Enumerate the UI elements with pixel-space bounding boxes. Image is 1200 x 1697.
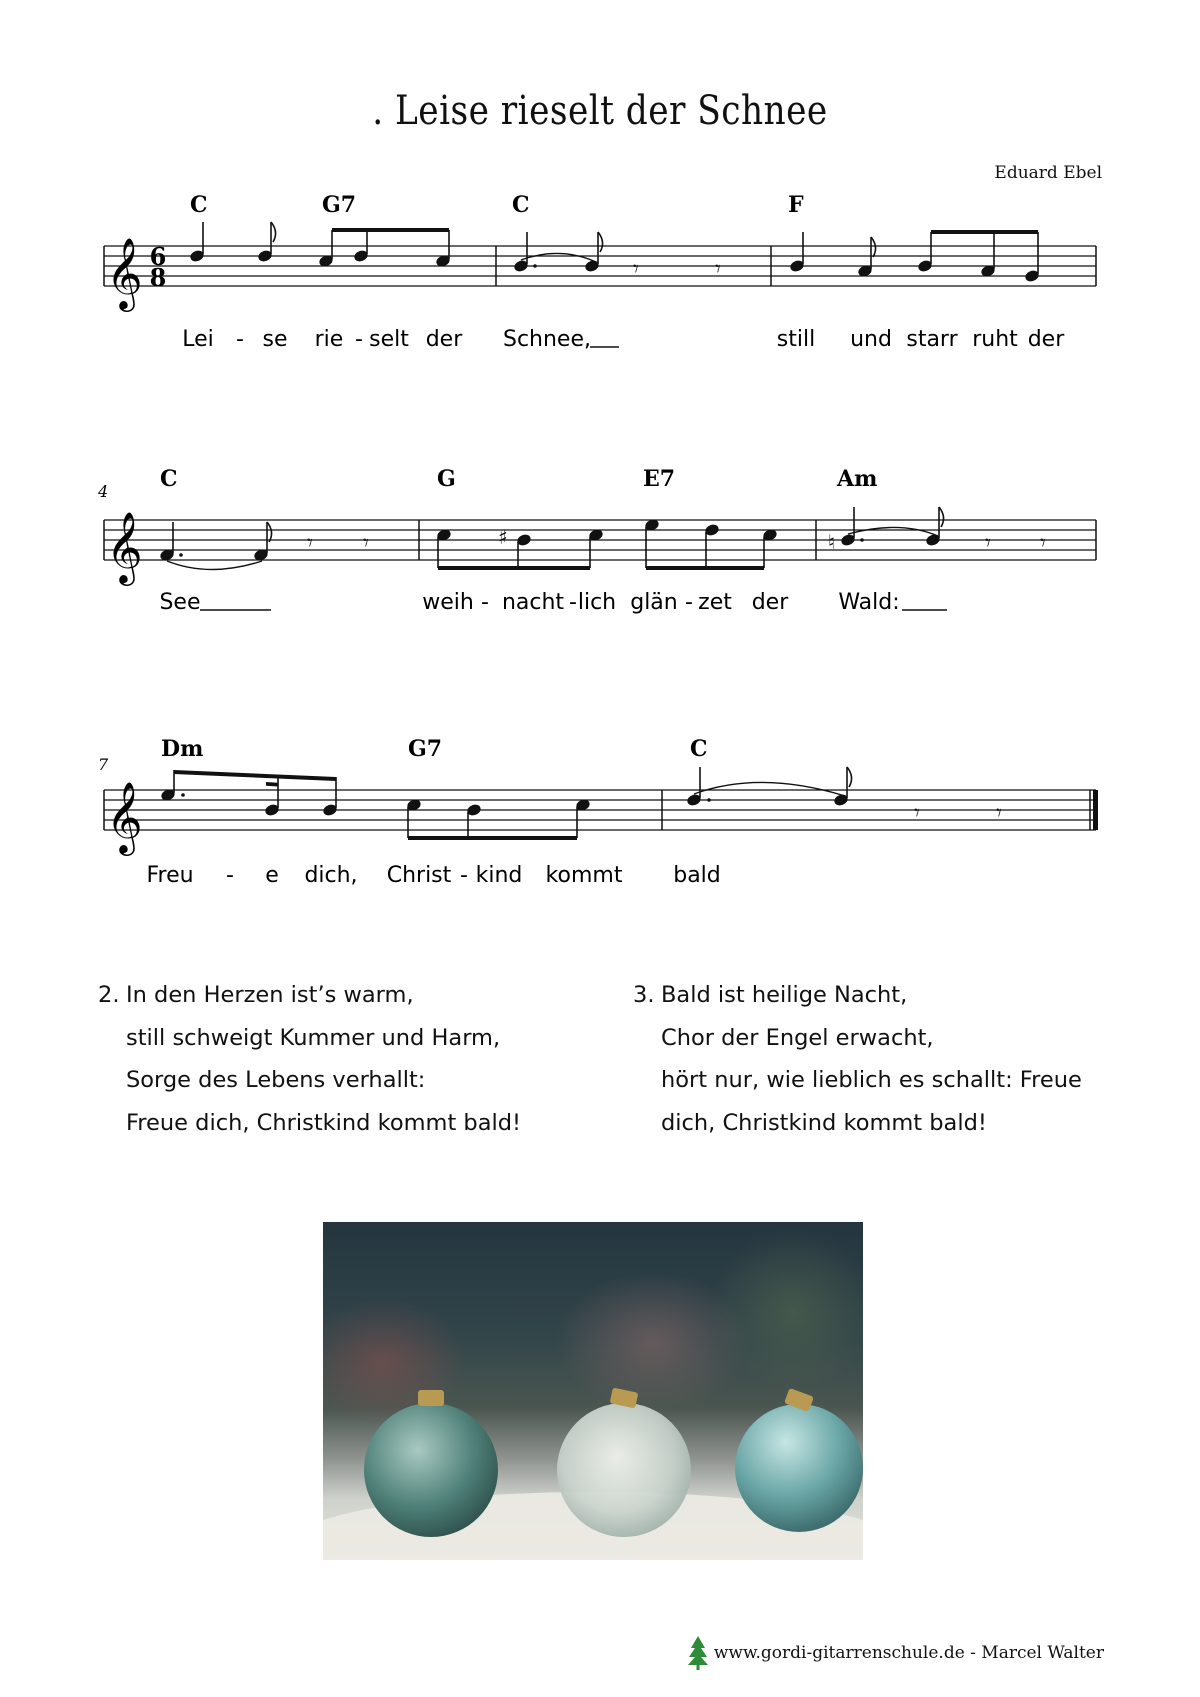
- chord-symbol: G: [437, 466, 456, 492]
- verse-3: [633, 974, 1133, 1154]
- svg-text:♯: ♯: [498, 525, 508, 549]
- svg-text:𝄾: 𝄾: [715, 257, 721, 282]
- verse-line: Freue dich, Christkind kommt bald!: [126, 1109, 522, 1136]
- chord-symbol: C: [160, 466, 178, 492]
- svg-text:-: -: [685, 590, 693, 615]
- svg-text:Wald:: Wald:: [838, 590, 900, 615]
- christmas-baubles-image: [323, 1222, 863, 1560]
- svg-text:zet: zet: [698, 590, 732, 615]
- footer: [688, 1636, 1104, 1670]
- svg-text:6: 6: [149, 242, 167, 271]
- chord-symbol: Am: [837, 466, 878, 492]
- staff-system-1: [0, 190, 1200, 360]
- verse-line: dich, Christkind kommt bald!: [661, 1109, 987, 1136]
- staff-lines: [104, 520, 1096, 560]
- svg-text:selt: selt: [369, 327, 409, 352]
- svg-text:-: -: [481, 590, 489, 615]
- time-signature: [150, 242, 167, 292]
- verse-number: 2.: [98, 982, 120, 1008]
- verse-line: In den Herzen ist’s warm,: [126, 982, 414, 1008]
- chord-symbol: C: [190, 192, 208, 218]
- svg-text:glän: glän: [630, 590, 678, 615]
- svg-text:♮: ♮: [828, 530, 836, 554]
- svg-text:nacht: nacht: [501, 590, 565, 615]
- verse-number: 3.: [633, 982, 655, 1008]
- svg-text:-: -: [236, 327, 244, 352]
- svg-text:𝄾: 𝄾: [985, 531, 991, 556]
- verse-line: Bald ist heilige Nacht,: [661, 982, 908, 1008]
- notes: [190, 222, 1039, 282]
- measure-number: 4: [98, 482, 109, 501]
- svg-text:8: 8: [149, 263, 167, 292]
- svg-text:𝄾: 𝄾: [1040, 531, 1046, 556]
- svg-text:ruht: ruht: [972, 327, 1018, 352]
- treble-clef-icon: 𝄞: [106, 236, 143, 309]
- svg-text:starr: starr: [906, 327, 958, 352]
- svg-text:𝄾: 𝄾: [633, 257, 639, 282]
- composer: Eduard Ebel: [994, 163, 1102, 183]
- svg-text:se: se: [262, 327, 288, 352]
- tree-icon: [688, 1636, 708, 1670]
- verse-line: Sorge des Lebens verhallt:: [126, 1067, 426, 1093]
- staff-system-2: [0, 460, 1200, 630]
- notes: [161, 767, 1002, 840]
- verse-2: [98, 974, 598, 1154]
- svg-text:Schnee,: Schnee,: [502, 327, 592, 352]
- svg-text:still: still: [776, 327, 816, 352]
- chord-symbol: C: [690, 736, 708, 762]
- lyrics-line: [159, 590, 899, 615]
- chord-symbol: C: [512, 192, 530, 218]
- treble-clef-icon: 𝄞: [106, 780, 143, 853]
- verse-line: Chor der Engel erwacht,: [661, 1024, 934, 1051]
- svg-text:kommt: kommt: [545, 863, 623, 888]
- verse-line: still schweigt Kummer und Harm,: [126, 1024, 501, 1051]
- svg-text:lich: lich: [577, 590, 617, 615]
- chord-symbol: F: [788, 192, 804, 218]
- svg-text:e: e: [265, 863, 279, 888]
- svg-text:-: -: [460, 863, 468, 888]
- svg-text:der: der: [1027, 327, 1065, 352]
- chord-symbol: Dm: [161, 736, 204, 762]
- svg-text:bald: bald: [673, 863, 721, 888]
- svg-text:rie: rie: [314, 327, 344, 352]
- svg-text:-: -: [569, 590, 577, 615]
- staff-system-3: [0, 730, 1200, 900]
- final-barline: [1093, 790, 1098, 830]
- svg-text:See: See: [159, 590, 201, 615]
- chord-symbol: E7: [643, 466, 676, 492]
- page-title: . Leise rieselt der Schnee: [372, 88, 828, 134]
- svg-text:kind: kind: [475, 863, 523, 888]
- footer-text: www.gordi-gitarrenschule.de - Marcel Walter: [713, 1643, 1104, 1663]
- svg-text:Lei: Lei: [182, 327, 214, 352]
- svg-text:weih: weih: [422, 590, 474, 615]
- lyrics-line: [182, 327, 1065, 352]
- svg-text:Freu: Freu: [146, 863, 194, 888]
- chord-symbol: G7: [408, 736, 443, 762]
- treble-clef-icon: 𝄞: [106, 510, 143, 583]
- svg-text:𝄾: 𝄾: [363, 531, 369, 556]
- svg-text:-: -: [355, 327, 363, 352]
- svg-text:Christ: Christ: [386, 863, 452, 888]
- staff-lines: [104, 790, 1096, 830]
- chord-symbol: G7: [322, 192, 357, 218]
- svg-text:𝄾: 𝄾: [307, 531, 313, 556]
- svg-text:-: -: [226, 863, 234, 888]
- svg-text:dich,: dich,: [304, 863, 358, 888]
- svg-text:und: und: [850, 327, 892, 352]
- measure-number: 7: [98, 755, 109, 774]
- svg-text:der: der: [751, 590, 789, 615]
- lyrics-line: [146, 863, 720, 888]
- svg-text:𝄾: 𝄾: [914, 801, 920, 826]
- svg-text:der: der: [425, 327, 463, 352]
- svg-text:𝄾: 𝄾: [996, 801, 1002, 826]
- verse-line: hört nur, wie lieblich es schallt: Freue: [661, 1067, 1082, 1093]
